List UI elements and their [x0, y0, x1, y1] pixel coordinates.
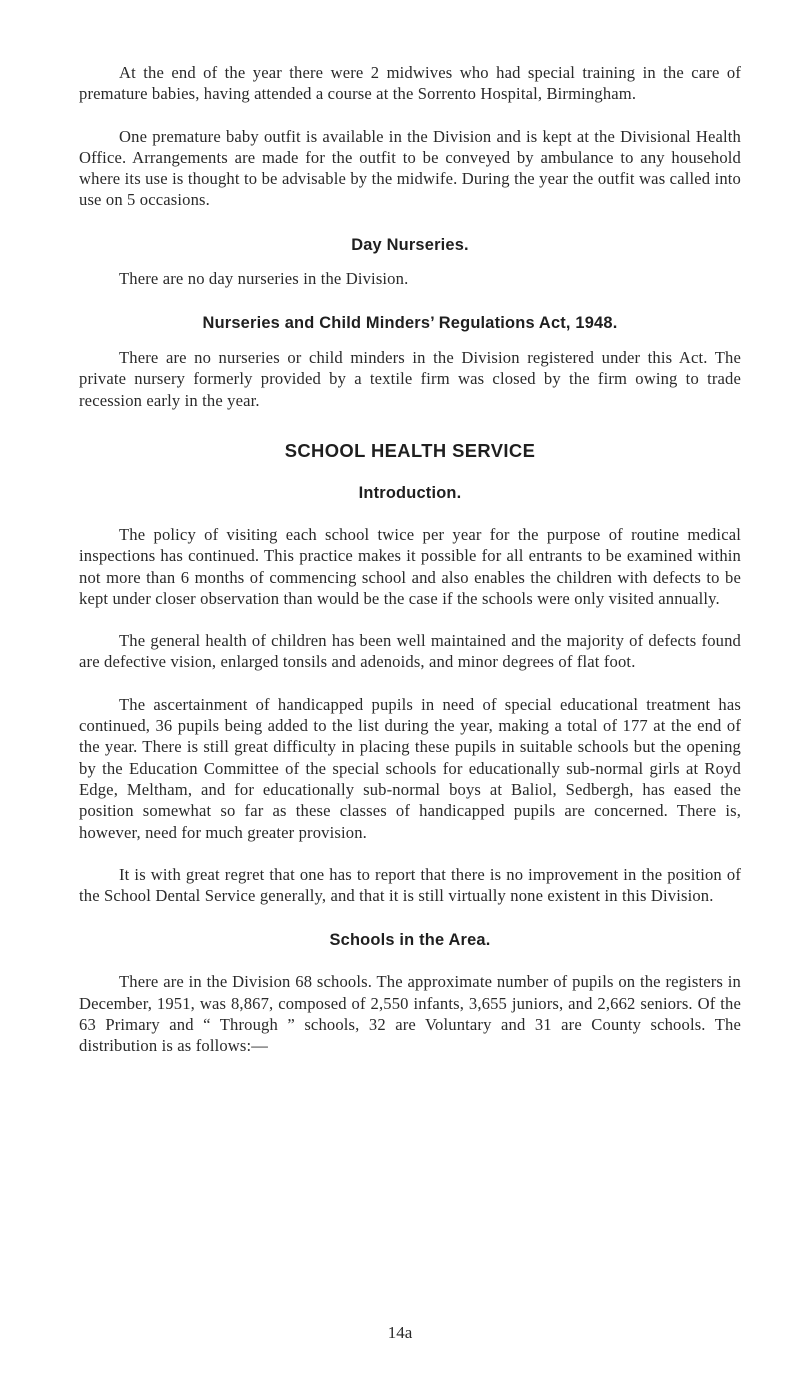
heading-introduction: Introduction. [358, 483, 462, 502]
paragraph-midwives-training: At the end of the year there were 2 midwives who had special training in the care of premature babies, having attended a course at the Sorrento Hospital, Birmingham. [79, 63, 741, 104]
paragraph-premature-baby-outfit: One premature baby outfit is available in the Division and is kept at the Divisional Health Office. Arrangements are made for the outfit to be conveyed by ambulance to any household where its use is thought to be advisable by the midwife. During the year the outfit was called into use on 5 occasions. [79, 126, 741, 210]
paragraph-handicapped-pupils: The ascertainment of handicapped pupils in need of special educational treatment has continued, 36 pupils being added to the list during the year, making a total of 177 at the end of the year. There is still great difficulty in placing these pupils in suitable schools but the opening by the Education Committee of the special schools for educationally sub-normal girls at Royd Edge, Meltham, and for educationally sub-normal boys at Baliol, Sedbergh, has eased the position somewhat so far as these classes of handicapped pupils are concerned. There is, however, need for much greater provision. [79, 694, 741, 842]
heading-school-health-service: SCHOOL HEALTH SERVICE [284, 439, 536, 461]
paragraph-visiting-policy: The policy of visiting each school twice per year for the purpose of routine medical inspections has continued. This practice makes it possible for all entrants to be examined within not more than 6 months of commencing school and also enables the children with defects to be kept under closer observation than would be the case if the schools were only visited annually. [79, 524, 741, 608]
text-column [79, 62, 741, 1057]
heading-nurseries-act: Nurseries and Child Minders’ Regulations Act, 1948. [202, 314, 618, 333]
heading-schools-in-area: Schools in the Area. [329, 931, 491, 950]
paragraph-no-day-nurseries: There are no day nurseries in the Division. [119, 268, 409, 288]
heading-day-nurseries: Day Nurseries. [351, 235, 469, 254]
paragraph-dental-service: It is with great regret that one has to report that there is no improvement in the position of the School Dental Service generally, and that it is still virtually none existent in this Division. [79, 864, 741, 906]
paragraph-schools-distribution: There are in the Division 68 schools. The approximate number of pupils on the registers in December, 1951, was 8,867, composed of 2,550 infants, 3,655 juniors, and 2,662 seniors. Of the 63 Primary and “ Through ” schools, 32 are Voluntary and 31 are County schools. The distribution is as follows:— [79, 972, 741, 1056]
paragraph-no-nurseries-registered: There are no nurseries or child minders in the Division registered under this Act. The private nursery formerly provided by a textile firm was closed by the firm owing to trade recession early in the year. [79, 348, 741, 410]
paragraph-general-health: The general health of children has been well maintained and the majority of defects found are defective vision, enlarged tonsils and adenoids, and minor degrees of flat foot. [79, 631, 741, 672]
page-number: 14a [387, 1323, 413, 1342]
